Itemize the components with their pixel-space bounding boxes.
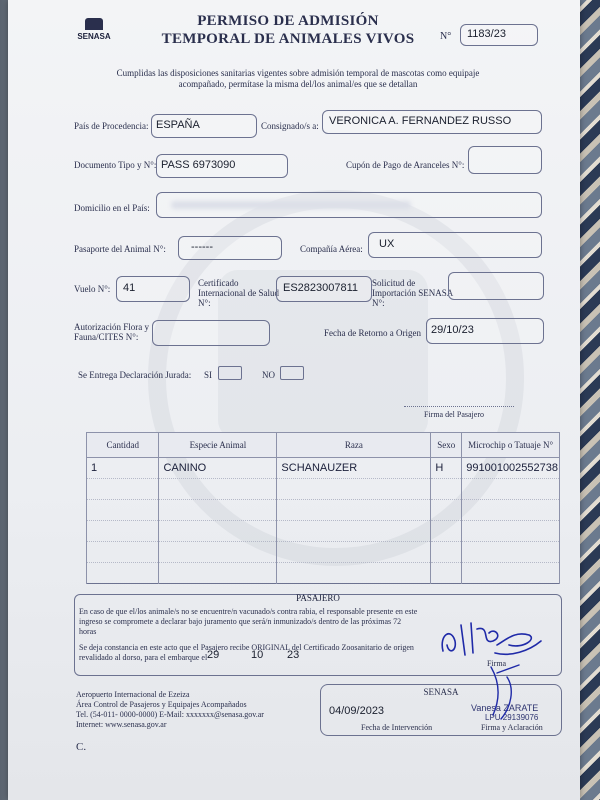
- compania-value: UX: [379, 238, 395, 250]
- cell-raza: [277, 479, 431, 500]
- fecha-intervencion: 04/09/2023: [329, 705, 385, 717]
- cell-microchip: 991001002552738: [462, 458, 560, 479]
- permit-number: 1183/23: [467, 28, 506, 40]
- no-label: NO: [262, 370, 275, 380]
- cupon-field: [468, 146, 542, 174]
- cell-microchip: [462, 542, 560, 563]
- cell-microchip: [462, 479, 560, 500]
- retorno-field: [426, 318, 544, 344]
- firma-pasajero-line: [404, 406, 514, 407]
- pasaporte-label: Pasaporte del Animal N°:: [74, 244, 166, 254]
- redacted-address: [171, 201, 411, 209]
- cell-microchip: [462, 563, 560, 584]
- form-copy-letter: C.: [76, 741, 87, 753]
- compania-label: Compañía Aérea:: [300, 244, 363, 254]
- cupon-label: Cupón de Pago de Aranceles N°:: [346, 160, 465, 170]
- pais-label: País de Procedencia:: [74, 121, 149, 131]
- domicilio-label: Domicilio en el País:: [74, 203, 150, 213]
- certificado-label: Certificado Internacional de Salud N°:: [198, 278, 279, 308]
- declaracion-label: Se Entrega Declaración Jurada:: [78, 370, 192, 380]
- intro-text: Cumplidas las disposiciones sanitarias vigentes sobre admisión temporal de mascotas como equipaje acompañado, permítase la misma del/los animal/es que se detallan: [116, 68, 480, 89]
- cell-cantidad: [87, 542, 159, 563]
- senasa-logo-mark-icon: [85, 18, 103, 30]
- vuelo-field: [116, 276, 190, 302]
- official-stamp-id: LPU 29139076: [485, 713, 539, 722]
- retorno-value: 29/10/23: [431, 324, 474, 336]
- consignado-value: VERONICA A. FERNANDEZ RUSSO: [329, 115, 512, 127]
- autorizacion-label: Autorización Flora y Fauna/CITES N°:: [74, 322, 149, 342]
- permit-document: [8, 0, 580, 800]
- header-microchip: Microchip o Tatuaje N°: [462, 433, 560, 458]
- fecha-intervencion-label: Fecha de Intervención: [361, 723, 433, 732]
- table-row: [87, 521, 560, 542]
- footer-line-4: Internet: www.senasa.gov.ar: [76, 720, 167, 729]
- vuelo-value: 41: [123, 282, 136, 294]
- cell-especie: [159, 479, 277, 500]
- cell-microchip: [462, 500, 560, 521]
- cell-sexo: [431, 521, 462, 542]
- cell-cantidad: [87, 479, 159, 500]
- cell-sexo: [431, 500, 462, 521]
- cell-cantidad: [87, 521, 159, 542]
- table-row: [87, 563, 560, 584]
- footer-line-3: Tel. (54-011- 0000-0000) E-Mail: xxxxxxx@senasa.gov.ar: [76, 710, 264, 719]
- domicilio-field: [156, 192, 542, 218]
- cell-raza: [277, 521, 431, 542]
- senasa-logo: [64, 18, 124, 41]
- pasaporte-value: ------: [191, 241, 213, 253]
- documento-field: [156, 154, 288, 178]
- cell-especie: [159, 563, 277, 584]
- official-signature: [471, 663, 541, 723]
- senasa-box-title: SENASA: [423, 687, 459, 697]
- table-row: [87, 479, 560, 500]
- cell-cantidad: 1: [87, 458, 159, 479]
- cell-especie: [159, 500, 277, 521]
- pais-field: [151, 114, 257, 138]
- cell-cantidad: [87, 563, 159, 584]
- compania-field: [368, 232, 542, 258]
- documento-value: PASS 6973090: [161, 159, 236, 171]
- table-row: [87, 542, 560, 563]
- footer-line-2: Área Control de Pasajeros y Equipajes Acompañados: [76, 700, 247, 709]
- permit-number-box: [460, 24, 538, 46]
- cell-cantidad: [87, 500, 159, 521]
- animals-table: [86, 432, 560, 584]
- cell-sexo: [431, 479, 462, 500]
- si-checkbox: [218, 366, 242, 380]
- pasajero-text-2: Se deja constancia en este acto que el Pasajero recibe ORIGINAL del Certificado Zoosanitario de origen revalidado al dorso, para el embarque el: [79, 643, 414, 662]
- documento-label: Documento Tipo y N°:: [74, 160, 157, 170]
- certificado-field: [276, 276, 372, 302]
- document-title: [148, 12, 428, 48]
- embarque-day: 29: [207, 649, 220, 661]
- solicitud-field: [448, 272, 544, 300]
- firma-label: Firma: [487, 659, 507, 668]
- cell-especie: CANINO: [159, 458, 277, 479]
- official-stamp-name: Vanesa ZARATE: [471, 703, 539, 713]
- cell-raza: [277, 542, 431, 563]
- cell-microchip: [462, 521, 560, 542]
- certificado-value: ES2823007811: [283, 282, 359, 294]
- senasa-logo-text: SENASA: [77, 32, 111, 41]
- vuelo-label: Vuelo N°:: [74, 284, 111, 294]
- table-row: [87, 458, 560, 479]
- embarque-year: 23: [287, 649, 300, 661]
- cell-raza: [277, 500, 431, 521]
- retorno-label: Fecha de Retorno a Origen: [324, 328, 421, 338]
- pasajero-title: PASAJERO: [296, 593, 340, 603]
- consignado-label: Consignado/s a:: [261, 121, 319, 131]
- cell-raza: [277, 563, 431, 584]
- title-line-1: PERMISO DE ADMISIÓN: [197, 13, 379, 29]
- cell-sexo: H: [431, 458, 462, 479]
- cell-raza: SCHANAUZER: [277, 458, 431, 479]
- cell-especie: [159, 542, 277, 563]
- senasa-intervention-box: [320, 684, 562, 736]
- title-line-2: TEMPORAL DE ANIMALES VIVOS: [161, 31, 415, 47]
- pais-value: ESPAÑA: [156, 119, 200, 131]
- header-especie: Especie Animal: [159, 433, 277, 458]
- footer-info: [76, 690, 264, 752]
- embarque-month: 10: [251, 649, 264, 661]
- header-sexo: Sexo: [431, 433, 462, 458]
- cell-sexo: [431, 542, 462, 563]
- table-header-row: [87, 433, 560, 458]
- pasaporte-field: [178, 236, 282, 260]
- header-raza: Raza: [277, 433, 431, 458]
- footer-line-1: Aeropuerto Internacional de Ezeiza: [76, 690, 190, 699]
- cell-especie: [159, 521, 277, 542]
- solicitud-label: Solicitud de Importación SENASA N°:: [372, 278, 453, 308]
- pasajero-text-1: En caso de que el/los animale/s no se encuentre/n vacunado/s contra rabia, el responsable presente en este ingreso se compromete a declarar bajo juramento que será/n inmunizado/s dentro de las próximas 72 horas: [79, 607, 418, 636]
- firma-aclaracion-label: Firma y Aclaración: [481, 723, 543, 732]
- header-cantidad: Cantidad: [87, 433, 159, 458]
- number-label: N°: [440, 31, 452, 42]
- consignado-field: [322, 110, 542, 134]
- autorizacion-field: [152, 320, 270, 346]
- table-row: [87, 500, 560, 521]
- cell-sexo: [431, 563, 462, 584]
- passenger-signature: [437, 615, 547, 661]
- no-checkbox: [280, 366, 304, 380]
- si-label: SI: [204, 370, 213, 380]
- firma-pasajero-label: Firma del Pasajero: [424, 410, 484, 419]
